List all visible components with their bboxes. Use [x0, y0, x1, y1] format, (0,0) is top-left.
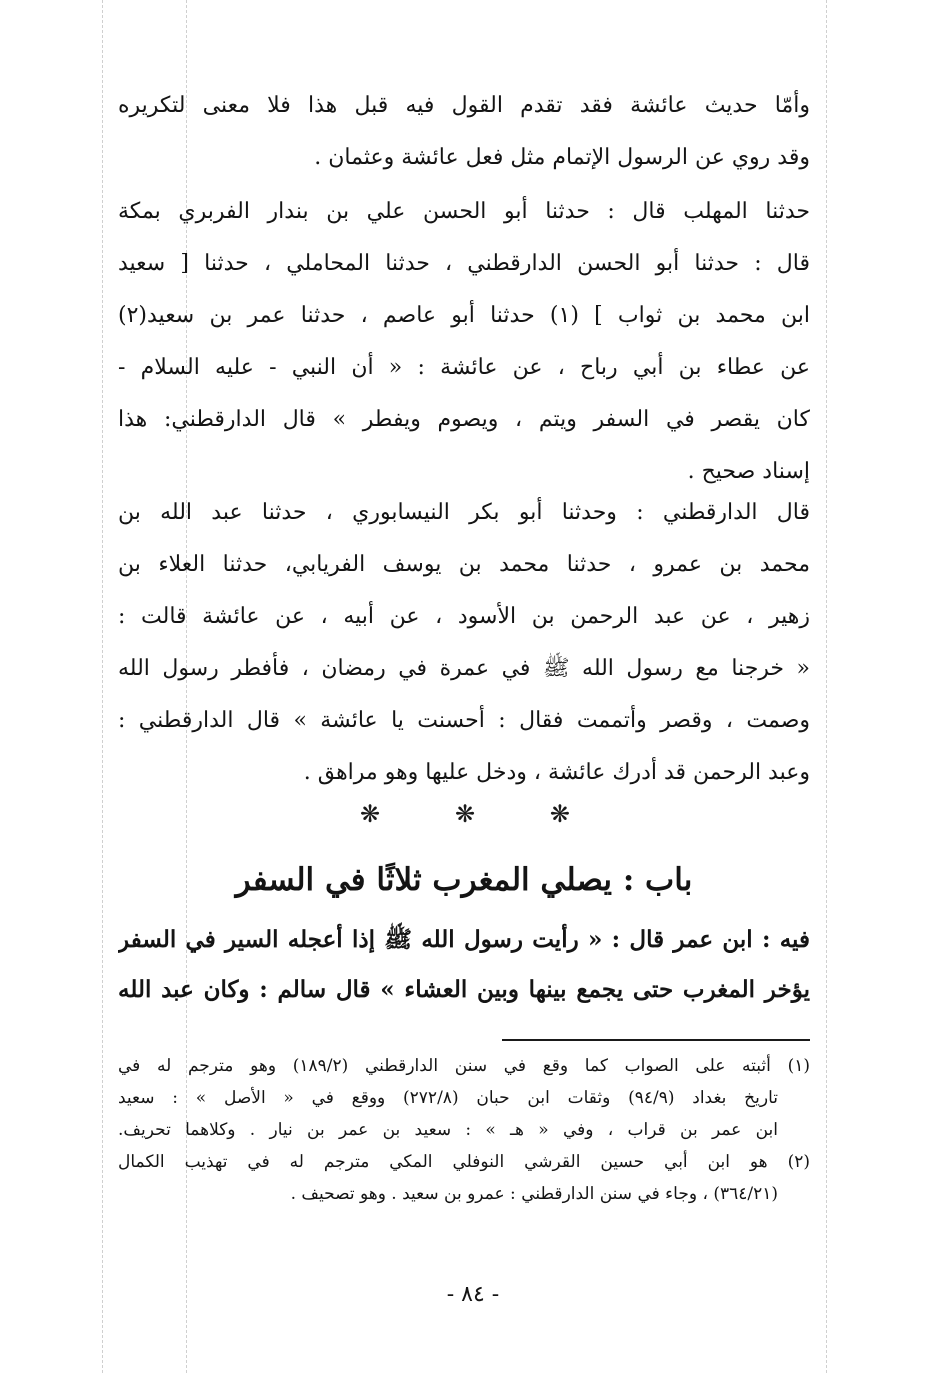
- paragraph-2: [118, 186, 810, 498]
- footnote-line: (٣٦٤/٢١) ، وجاء في سنن الدارقطني : عمرو بن سعيد . وهو تصحيف .: [290, 1184, 778, 1204]
- bold-paragraph: [118, 915, 810, 1015]
- page-number: - ٨٤ -: [446, 1282, 500, 1307]
- star-ornament-icon: ❋: [360, 800, 381, 828]
- text-line: عن عطاء بن أبي رباح ، عن عائشة : « أن النبي - عليه السلام -: [118, 355, 810, 380]
- paragraph-1: [118, 80, 810, 184]
- text-line: وأمّا حديث عائشة فقد تقدم القول فيه قبل هذا فلا معنى لتكريره: [118, 93, 810, 118]
- text-line: كان يقصر في السفر ويتم ، ويصوم ويفطر » قال الدارقطني: هذا: [118, 407, 810, 432]
- paragraph-3: [118, 487, 810, 799]
- text-line: وقد روي عن الرسول الإتمام مثل فعل عائشة وعثمان .: [314, 145, 810, 170]
- star-ornament-icon: ❋: [549, 800, 570, 828]
- text-line: قال : حدثنا أبو الحسن الدارقطني ، حدثنا المحاملي ، حدثنا [ سعيد: [118, 251, 810, 276]
- footnotes: [118, 1050, 810, 1210]
- star-ornament-icon: ❋: [454, 800, 476, 828]
- text-line: حدثنا المهلب قال : حدثنا أبو الحسن علي بن بندار الفربري بمكة: [118, 199, 810, 224]
- footnote-line: (٢) هو ابن أبي حسين القرشي النوفلي المكي مترجم له في تهذيب الكمال: [118, 1152, 810, 1172]
- text-line: زهير ، عن عبد الرحمن بن الأسود ، عن أبيه ، عن عائشة قالت :: [118, 604, 810, 629]
- text-line: محمد بن عمرو ، حدثنا محمد بن يوسف الفريابي، حدثنا العلاء بن: [118, 552, 810, 577]
- footnote-line: تاريخ بغداد (٩٤/٩) وثقات ابن حبان (٢٧٢/٨) ووقع في « الأصل » : سعيد: [118, 1088, 778, 1108]
- text-line: إسناد صحيح .: [687, 459, 810, 484]
- scan-artifact-line: [826, 0, 827, 1373]
- footnote-line: ابن عمر بن قراب ، وفي « هـ » : سعيد بن عمر بن نيار . وكلاهما تحريف.: [118, 1120, 778, 1140]
- text-line: وصمت ، وقصر وأتممت فقال : أحسنت يا عائشة » قال الدارقطني :: [118, 708, 810, 733]
- footnote-divider: [502, 1039, 810, 1041]
- section-separator: [360, 800, 570, 828]
- text-line: ابن محمد بن ثواب ] (١) حدثنا أبو عاصم ، حدثنا عمر بن سعيد(٢): [118, 303, 810, 328]
- text-line: وعبد الرحمن قد أدرك عائشة ، ودخل عليها وهو مراهق .: [303, 760, 810, 785]
- footnote-line: (١) أثبته على الصواب كما وقع في سنن الدارقطني (١٨٩/٢) وهو مترجم له في: [118, 1056, 810, 1076]
- scan-artifact-line: [102, 0, 103, 1373]
- text-line: قال الدارقطني : وحدثنا أبو بكر النيسابوري ، حدثنا عبد الله بن: [118, 500, 810, 525]
- text-line: « خرجنا مع رسول الله ﷺ في عمرة في رمضان ، فأفطر رسول الله: [118, 656, 810, 681]
- chapter-heading: باب : يصلي المغرب ثلاثًا في السفر: [235, 862, 693, 898]
- text-line: يؤخر المغرب حتى يجمع بينها وبين العشاء » قال سالم : وكان عبد الله: [118, 976, 810, 1003]
- text-line: فيه : ابن عمر قال : « رأيت رسول الله ﷺ إذا أعجله السير في السفر: [118, 926, 810, 953]
